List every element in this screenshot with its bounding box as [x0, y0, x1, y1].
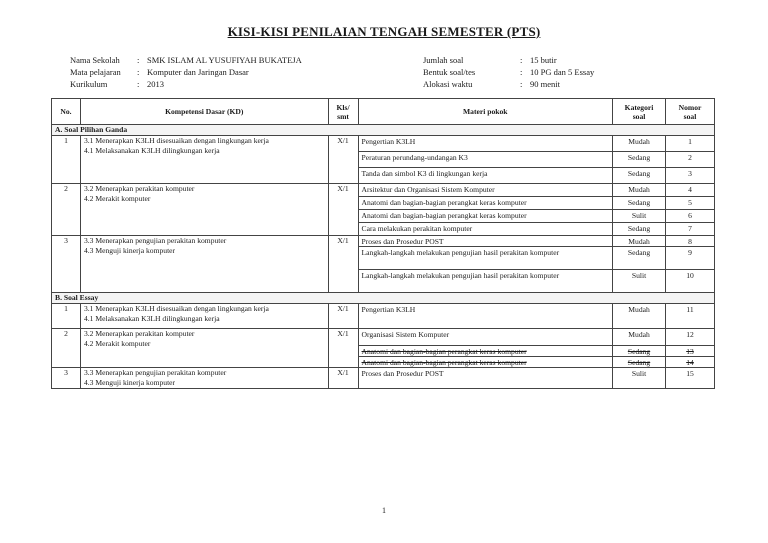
kd-line: 3.2 Menerapkan perakitan komputer	[83, 184, 195, 193]
header-kategori-line1: Kategori	[624, 102, 654, 112]
materi-pokok-line: Arsitektur dan Organisasi Sistem Komputer	[361, 185, 495, 194]
nomor-soal-line: 11	[686, 305, 694, 314]
materi-pokok-line: Peraturan perundang-undangan K3	[359, 151, 613, 167]
materi-pokok	[358, 184, 613, 236]
kategori-soal	[613, 368, 666, 389]
nomor-soal	[666, 136, 715, 184]
table-row	[52, 368, 715, 389]
info-label: Jumlah soal	[423, 55, 464, 65]
materi-pokok	[358, 368, 613, 389]
header-no: No.	[52, 99, 81, 125]
nomor-soal	[666, 368, 715, 389]
nomor-soal	[666, 304, 715, 329]
kategori-soal	[613, 136, 666, 184]
kd-line: 4.1 Melaksanakan K3LH dilingkungan kerja	[83, 314, 220, 323]
row-number: 1	[52, 304, 81, 329]
header-kls-line2: smt	[337, 111, 349, 121]
kelas-semester: X/1	[328, 236, 358, 293]
kisi-kisi-table	[51, 98, 715, 389]
materi-pokok-line: Proses dan Prosedur POST	[361, 237, 444, 246]
nomor-soal-line: 15	[686, 369, 694, 378]
kompetensi-dasar	[80, 136, 328, 184]
info-separator: :	[520, 67, 523, 77]
materi-pokok-line: Anatomi dan bagian-bagian perangkat keras komputer	[359, 196, 613, 209]
nomor-soal-line: 9	[666, 246, 714, 269]
header-kategori	[613, 99, 666, 125]
kategori-soal-line: Mudah	[628, 305, 650, 314]
materi-pokok-line: Langkah-langkah melakukan pengujian hasil perakitan komputer	[359, 246, 613, 269]
info-row	[423, 78, 594, 90]
school-info	[70, 54, 302, 90]
table-header-row	[52, 99, 715, 125]
info-value: Komputer dan Jaringan Dasar	[147, 67, 249, 77]
header-kls	[328, 99, 358, 125]
kd-line: 4.2 Merakit komputer	[83, 339, 151, 348]
materi-pokok	[358, 136, 613, 184]
info-label: Alokasi waktu	[423, 79, 473, 89]
info-label: Bentuk soal/tes	[423, 67, 476, 77]
info-label: Mata pelajaran	[70, 67, 121, 77]
section-a-heading: A. Soal Pilihan Ganda	[52, 125, 715, 136]
kompetensi-dasar	[80, 329, 328, 368]
section-a-heading-row	[52, 125, 715, 136]
info-value: 2013	[147, 79, 164, 89]
info-separator: :	[137, 79, 140, 89]
table-row	[52, 329, 715, 368]
kategori-soal-line: Sedang	[613, 246, 665, 269]
kategori-soal-line: Sedang	[613, 345, 665, 356]
header-nomor-line1: Nomor	[678, 102, 702, 112]
nomor-soal-line: 6	[666, 209, 714, 222]
kelas-semester: X/1	[328, 136, 358, 184]
table-row	[52, 136, 715, 184]
materi-pokok-line: Cara melakukan perakitan komputer	[359, 222, 613, 235]
kategori-soal-line: Sedang	[613, 167, 665, 183]
nomor-soal-line: 7	[666, 222, 714, 235]
kategori-soal-line: Mudah	[628, 185, 650, 194]
kd-line: 4.1 Melaksanakan K3LH dilingkungan kerja	[83, 146, 220, 155]
kd-line: 4.3 Menguji kinerja komputer	[83, 378, 176, 387]
kategori-soal-line: Sedang	[613, 222, 665, 235]
table-row	[52, 304, 715, 329]
header-kategori-line2: soal	[632, 111, 646, 121]
section-b-heading: B. Soal Essay	[52, 293, 715, 304]
page-number: 1	[382, 506, 386, 515]
kategori-soal	[613, 184, 666, 236]
header-kls-line1: Kls/	[336, 102, 350, 112]
table-row	[52, 236, 715, 293]
header-nomor-line2: soal	[683, 111, 697, 121]
kompetensi-dasar	[80, 304, 328, 329]
nomor-soal	[666, 236, 715, 293]
section-a-body	[52, 125, 715, 293]
header-materi: Materi pokok	[358, 99, 613, 125]
kategori-soal-line: Mudah	[628, 237, 650, 246]
kategori-soal-line: Sulit	[613, 269, 665, 292]
kelas-semester: X/1	[328, 304, 358, 329]
info-value: 10 PG dan 5 Essay	[530, 67, 595, 77]
info-row	[70, 78, 302, 90]
info-row	[70, 66, 302, 78]
materi-pokok-line: Anatomi dan bagian-bagian perangkat keras komputer	[359, 345, 613, 356]
exam-info	[423, 54, 594, 90]
materi-pokok	[358, 304, 613, 329]
kd-line: 4.3 Menguji kinerja komputer	[83, 246, 176, 255]
materi-pokok-line: Langkah-langkah melakukan pengujian hasil perakitan komputer	[359, 269, 613, 292]
row-number: 2	[52, 329, 81, 368]
section-b-heading-row	[52, 293, 715, 304]
table-row	[52, 184, 715, 236]
kategori-soal-line: Mudah	[628, 330, 650, 339]
kompetensi-dasar	[80, 368, 328, 389]
kategori-soal-line: Sedang	[613, 151, 665, 167]
nomor-soal-line: 5	[666, 196, 714, 209]
kategori-soal	[613, 329, 666, 368]
kd-line: 3.2 Menerapkan perakitan komputer	[83, 329, 195, 338]
info-row	[423, 54, 594, 66]
info-separator: :	[137, 67, 140, 77]
document-title: KISI-KISI PENILAIAN TENGAH SEMESTER (PTS)	[227, 24, 541, 39]
info-label: Nama Sekolah	[70, 55, 120, 65]
kd-line: 4.2 Merakit komputer	[83, 194, 151, 203]
nomor-soal-line: 12	[686, 330, 694, 339]
kategori-soal-line: Sedang	[613, 356, 665, 367]
row-number: 2	[52, 184, 81, 236]
kompetensi-dasar	[80, 184, 328, 236]
kategori-soal-line: Sulit	[613, 209, 665, 222]
info-value: 15 butir	[530, 55, 557, 65]
kelas-semester: X/1	[328, 329, 358, 368]
kategori-soal-line: Sedang	[613, 196, 665, 209]
kd-line: 3.1 Menerapkan K3LH disesuaikan dengan lingkungan kerja	[83, 304, 269, 313]
nomor-soal-line: 8	[688, 237, 692, 246]
kategori-soal	[613, 304, 666, 329]
nomor-soal	[666, 184, 715, 236]
nomor-soal	[666, 329, 715, 368]
header-nomor	[666, 99, 715, 125]
nomor-soal-line: 4	[688, 185, 692, 194]
kompetensi-dasar	[80, 236, 328, 293]
kd-line: 3.3 Menerapkan pengujian perakitan komputer	[83, 236, 227, 245]
info-row	[423, 66, 594, 78]
materi-pokok-line: Pengertian K3LH	[361, 305, 416, 314]
nomor-soal-line: 3	[666, 167, 714, 183]
materi-pokok-line: Proses dan Prosedur POST	[361, 369, 444, 378]
materi-pokok	[358, 236, 613, 293]
info-row	[70, 54, 302, 66]
info-value: 90 menit	[530, 79, 560, 89]
row-number: 3	[52, 236, 81, 293]
materi-pokok-line: Organisasi Sistem Komputer	[361, 330, 450, 339]
nomor-soal-line: 14	[666, 356, 714, 367]
info-value: SMK ISLAM AL YUSUFIYAH BUKATEJA	[147, 55, 302, 65]
info-separator: :	[137, 55, 140, 65]
nomor-soal-line: 1	[688, 137, 692, 146]
materi-pokok-line: Anatomi dan bagian-bagian perangkat keras komputer	[359, 209, 613, 222]
info-separator: :	[520, 79, 523, 89]
kategori-soal	[613, 236, 666, 293]
kd-line: 3.1 Menerapkan K3LH disesuaikan dengan lingkungan kerja	[83, 136, 269, 145]
header-kd: Kompetensi Dasar (KD)	[80, 99, 328, 125]
materi-pokok-line: Tanda dan simbol K3 di lingkungan kerja	[359, 167, 613, 183]
materi-pokok	[358, 329, 613, 368]
nomor-soal-line: 13	[666, 345, 714, 356]
kategori-soal-line: Mudah	[628, 137, 650, 146]
info-label: Kurikulum	[70, 79, 108, 89]
materi-pokok-line: Pengertian K3LH	[361, 137, 416, 146]
section-b-body	[52, 293, 715, 389]
nomor-soal-line: 10	[666, 269, 714, 292]
row-number: 3	[52, 368, 81, 389]
nomor-soal-line: 2	[666, 151, 714, 167]
kelas-semester: X/1	[328, 184, 358, 236]
kategori-soal-line: Sulit	[631, 369, 647, 378]
row-number: 1	[52, 136, 81, 184]
kd-line: 3.3 Menerapkan pengujian perakitan komputer	[83, 368, 227, 377]
info-separator: :	[520, 55, 523, 65]
kelas-semester: X/1	[328, 368, 358, 389]
materi-pokok-line: Anatomi dan bagian-bagian perangkat keras komputer	[359, 356, 613, 367]
